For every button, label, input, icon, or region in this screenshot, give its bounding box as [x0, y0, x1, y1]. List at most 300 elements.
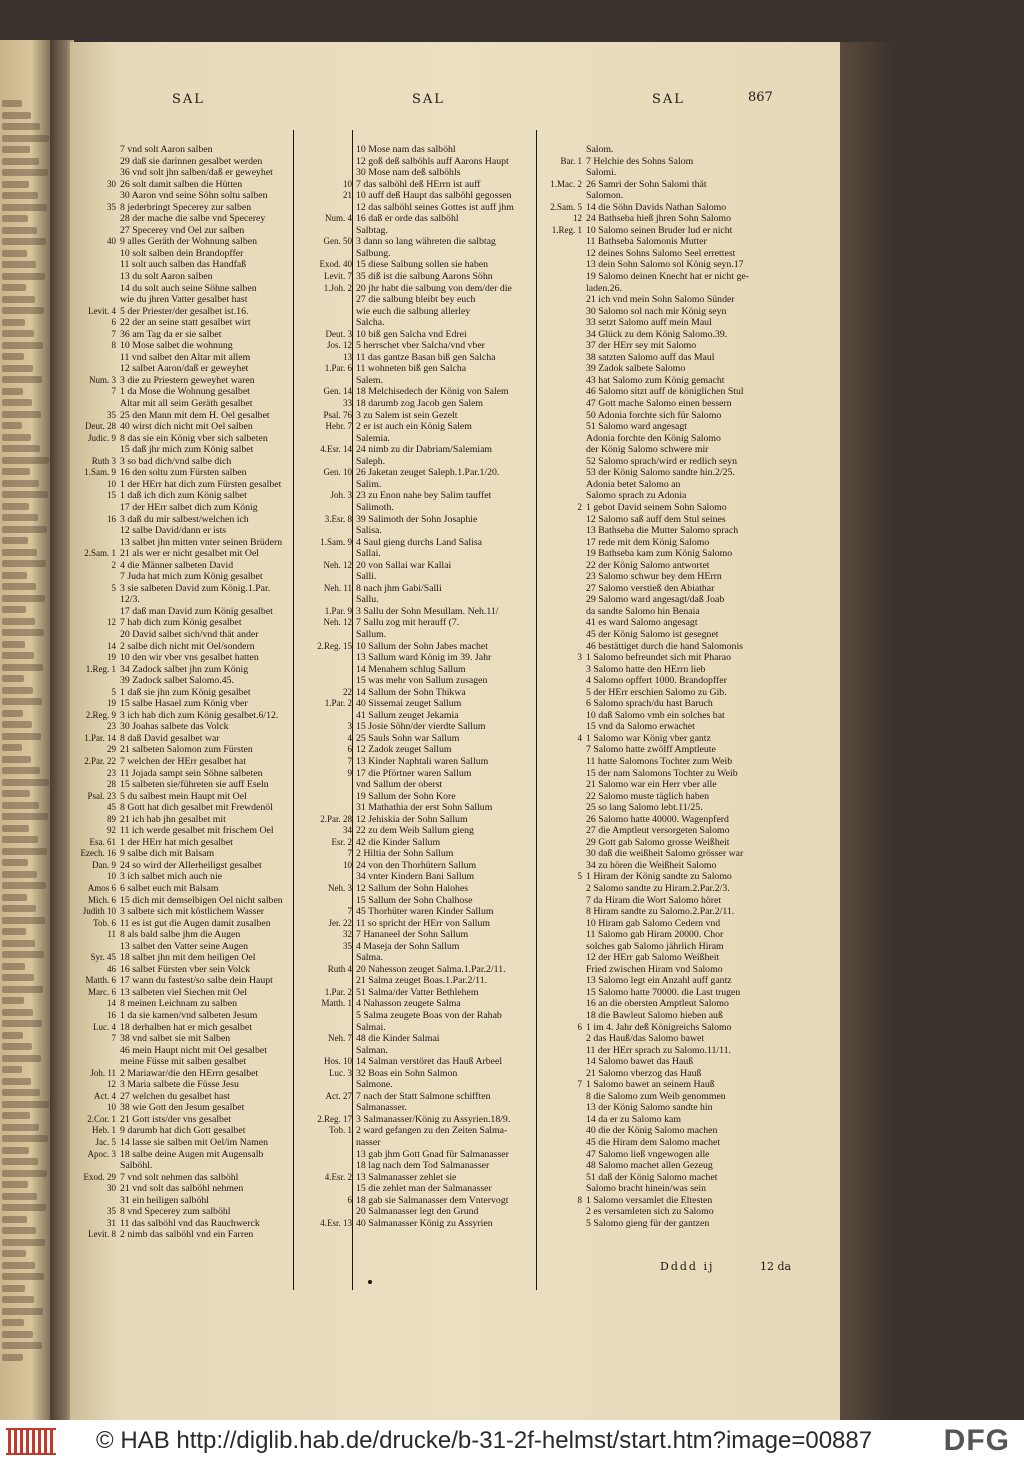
index-entry — [306, 987, 491, 999]
entry-text: 11 Bathseba Salomonis Mutter — [586, 236, 707, 248]
prev-page-text-mark — [2, 1216, 27, 1223]
index-entry — [536, 813, 729, 826]
entry-text: 17 wann du fastest/so salbe dein Haupt — [120, 975, 273, 987]
entry-text: 15 dich mit demselbigen Oel nicht salben — [120, 894, 283, 906]
entry-text: 7 vnd solt nehmen das salböhl — [120, 1171, 239, 1183]
entry-text: 1 Salomo war König vber gantz — [586, 732, 711, 744]
entry-reference: Ruth 3 — [91, 455, 116, 466]
index-entry — [70, 628, 259, 641]
entry-text: 2 Hiltia der Sohn Sallum — [356, 848, 454, 860]
entry-text: 10 Mose nam das salböhl — [356, 144, 456, 155]
index-entry — [306, 190, 512, 202]
entry-reference: 16 — [107, 1010, 116, 1021]
index-entry — [306, 675, 491, 687]
index-entry — [306, 271, 491, 283]
index-entry — [536, 167, 721, 179]
entry-reference: Amos 6 — [87, 883, 116, 893]
entry-text: 11 vnd salbet den Altar mit allem — [120, 351, 251, 363]
entry-reference: 11 — [107, 929, 116, 940]
entry-reference: 35 — [107, 1206, 116, 1217]
entry-reference: 30 — [107, 1183, 116, 1194]
entry-text: 20 von Sallai war Kallai — [356, 559, 452, 571]
column-header: SAL — [412, 92, 445, 107]
prev-page-text-mark — [2, 997, 24, 1004]
entry-text: 1 Salomo bawet an seinem Hauß — [586, 1079, 715, 1091]
prev-page-text-mark — [2, 1296, 34, 1303]
index-entry — [306, 698, 491, 710]
ornament-dot — [368, 1280, 372, 1284]
prev-page-text-mark — [2, 1043, 32, 1050]
prev-page-text-mark — [2, 606, 26, 613]
index-entry — [306, 617, 491, 629]
index-entry — [70, 894, 283, 907]
index-entry — [70, 1033, 255, 1045]
entry-text: 51 Salomo ward angesagt — [586, 421, 687, 433]
index-entry — [306, 756, 491, 768]
index-entry — [536, 860, 721, 872]
entry-text: 8 daß David gesalbet war — [120, 732, 220, 744]
entry-reference: 3.Esr. 8 — [324, 513, 352, 524]
index-entry — [306, 294, 491, 306]
prev-page-text-mark — [2, 1089, 40, 1096]
index-entry — [70, 306, 255, 318]
entry-text: 10 daß Salomo vmb ein solches bat — [586, 709, 725, 721]
entry-text: 1 da sie kamen/vnd salbeten Jesum — [120, 1010, 258, 1022]
entry-text: 20 jhr habt die salbung von dem/der die — [356, 282, 512, 294]
entry-text: 11 solt auch salben das Handfaß — [120, 259, 247, 271]
footer-bar — [0, 1420, 1024, 1461]
entry-text: 42 die Kinder Sallum — [356, 836, 441, 848]
entry-reference: Esr. 2 — [331, 836, 352, 847]
prev-page-text-mark — [2, 1239, 45, 1246]
index-entry — [70, 283, 255, 295]
prev-page-text-mark — [2, 894, 27, 901]
entry-reference: Hos. 10 — [323, 1056, 352, 1067]
entry-text: 29 Gott gab Salomo grosse Weißheit — [586, 836, 730, 848]
prev-page-text-mark — [2, 848, 47, 855]
entry-text: 7 hab dich zum König gesalbet — [120, 617, 242, 629]
prev-page-text-mark — [2, 112, 31, 119]
index-entry — [70, 791, 255, 803]
index-entry — [70, 1229, 255, 1241]
prev-page-text-mark — [2, 641, 25, 648]
index-entry — [536, 652, 732, 664]
entry-text: 7 das salböhl deß HErrn ist auff — [356, 178, 481, 190]
entry-text: 2 es versamleten sich zu Salomo — [586, 1206, 714, 1218]
entry-text: 21 ich hab jhn gesalbet mit — [120, 813, 226, 825]
index-entry — [306, 918, 491, 930]
entry-text: 21 als wer er nicht gesalbet mit Oel — [120, 548, 260, 560]
entry-reference: 33 — [343, 398, 352, 409]
prev-page-text-mark — [2, 296, 35, 303]
entry-text: 16 den soltu zum Fürsten salben — [120, 467, 247, 479]
prev-page-text-mark — [2, 526, 47, 533]
entry-text: 2 Mariawar/die den HErrn gesalbet — [120, 1067, 259, 1079]
entry-text: 13 Sallum ward König im 39. Jahr — [356, 652, 492, 664]
index-entry — [306, 1218, 491, 1230]
entry-reference: 12 — [107, 617, 116, 628]
entry-text: 50 Adonia forchte sich für Salomo — [586, 409, 722, 421]
index-entry — [306, 167, 491, 179]
entry-reference: Deut. 3 — [325, 328, 352, 339]
prev-page-text-mark — [2, 1193, 37, 1200]
prev-page-text-mark — [2, 986, 43, 993]
index-entry — [70, 802, 273, 814]
entry-text: 3 die zu Priestern geweyhet waren — [120, 374, 255, 386]
index-entry — [306, 906, 494, 918]
entry-reference: Neh. 11 — [323, 582, 352, 593]
index-entry — [306, 433, 491, 445]
entry-reference: Num. 3 — [89, 374, 116, 385]
entry-text: 46 bestättiget durch die hand Salomonis — [586, 640, 743, 652]
index-entry — [70, 155, 263, 168]
entry-text: 41 es ward Salomo angesagt — [586, 617, 698, 629]
index-entry — [306, 571, 491, 583]
index-entry — [306, 259, 491, 271]
index-entry — [306, 721, 491, 733]
entry-text: 13 der König Salomo sandte hin — [586, 1102, 713, 1114]
entry-reference: 4.Esr. 14 — [320, 444, 352, 455]
entry-reference: 3 — [577, 652, 582, 663]
entry-reference: 1.Reg. 1 — [551, 224, 582, 235]
entry-text: 23 Salomo schwur bey dem HErrn — [586, 571, 722, 583]
index-entry — [70, 225, 255, 237]
index-entry — [70, 733, 255, 745]
prev-page-text-mark — [2, 468, 30, 475]
entry-reference: Psal. 76 — [323, 409, 352, 420]
prev-page-text-mark — [2, 1331, 33, 1338]
entry-text: 13 gab jhm Gott Gnad für Salmanasser — [356, 1148, 509, 1160]
entry-reference: 2.Reg. 17 — [317, 1113, 352, 1124]
prev-page-text-mark — [2, 307, 44, 314]
entry-text: 18 salbe deine Augen mit Augensalb — [120, 1148, 264, 1160]
index-entry — [536, 802, 721, 814]
index-entry — [536, 537, 721, 549]
entry-reference: 19 — [107, 652, 116, 663]
entry-text: 37 der HErr sey mit Salomo — [586, 340, 697, 352]
entry-text: Salmone. — [356, 1079, 393, 1091]
prev-page-text-mark — [2, 595, 45, 602]
entry-reference: 2.Cor. 1 — [87, 1113, 116, 1124]
prev-page-text-mark — [2, 1055, 41, 1062]
index-entry — [70, 1102, 255, 1114]
prev-page-text-mark — [2, 1354, 23, 1361]
entry-text: 17 rede mit dem König Salomo — [586, 536, 710, 548]
entry-text: 7 Helchie des Sohns Salom — [586, 155, 694, 167]
index-entry — [536, 1137, 721, 1149]
entry-text: meine Füsse mit salben gesalbet — [120, 1056, 247, 1068]
entry-text: 11 ich werde gesalbet mit frischem Oel — [120, 825, 274, 837]
entry-reference: Neh. 7 — [328, 1033, 352, 1044]
prev-page-text-mark — [2, 445, 40, 452]
entry-reference: 1.Mac. 2 — [550, 178, 582, 189]
entry-text: 17 daß man David zum König gesalbet — [120, 605, 273, 617]
index-entry — [536, 1033, 721, 1045]
entry-reference: 32 — [343, 929, 352, 940]
prev-page-text-mark — [2, 514, 38, 521]
entry-reference: 7 — [347, 848, 352, 859]
entry-text: Fried zwischen Hiram vnd Salomo — [586, 963, 723, 975]
entry-reference: 29 — [107, 744, 116, 755]
index-entry — [536, 825, 730, 837]
index-entry — [536, 929, 724, 941]
entry-text: 8 vnd Specerey zum salböhl — [120, 1206, 231, 1218]
prev-page-text-mark — [2, 1066, 22, 1073]
entry-reference: 46 — [107, 963, 116, 974]
index-entry — [536, 1021, 732, 1034]
entry-text: 7 Hananeel der Sohn Sallum — [356, 929, 469, 941]
entry-text: 8 meinen Leichnam zu salben — [120, 998, 237, 1010]
index-entry — [536, 421, 721, 433]
index-entry — [70, 409, 270, 422]
index-entry — [536, 940, 724, 953]
entry-text: 16 daß er orde das salböhl — [356, 213, 459, 225]
index-entry — [70, 883, 255, 895]
index-entry — [536, 213, 732, 225]
prev-page-text-mark — [2, 1308, 43, 1315]
index-entry — [306, 155, 509, 168]
entry-reference: 4.Esr. 2 — [324, 1171, 352, 1182]
entry-text: 10 solt salben dein Brandopffer — [120, 247, 244, 259]
index-entry — [306, 952, 491, 964]
index-entry — [306, 1206, 491, 1218]
index-entry — [536, 1079, 721, 1091]
entry-text: 20 David salbet sich/vnd thät ander — [120, 628, 259, 640]
entry-reference: 5 — [577, 871, 582, 882]
index-entry — [306, 1022, 491, 1034]
entry-text: 7 Juda hat mich zum König gesalbet — [120, 571, 263, 583]
entry-reference: Jac. 5 — [95, 1137, 116, 1148]
entry-text: 48 die Kinder Salmai — [356, 1033, 440, 1045]
entry-text: 29 daß sie darinnen gesalbet werden — [120, 155, 263, 167]
index-entry — [536, 305, 727, 318]
entry-reference: Act. 4 — [94, 1090, 116, 1101]
prev-page-text-mark — [2, 1147, 29, 1154]
index-entry — [536, 848, 744, 860]
entry-text: 13 Salmanasser zehlet sie — [356, 1171, 457, 1183]
entry-text: Salli. — [356, 571, 377, 583]
index-entry — [70, 652, 259, 664]
entry-reference: 16 — [107, 513, 116, 524]
entry-text: laden.26. — [586, 282, 622, 294]
entry-reference: Tob. 6 — [93, 917, 116, 928]
entry-text: 11 wohneten biß gen Salcha — [356, 363, 467, 375]
entry-text: 21 Gott ists/der vns gesalbet — [120, 1113, 232, 1125]
index-entry — [70, 871, 255, 883]
entry-text: 26 Jaketan zeuget Saleph.1.Par.1/20. — [356, 467, 500, 479]
entry-text: 1 Hiram der König sandte zu Salomo — [586, 871, 732, 883]
index-entry — [306, 502, 491, 514]
entry-text: 12 salbe David/dann er ists — [120, 525, 227, 537]
entry-text: Sallum. — [356, 628, 387, 640]
entry-reference: Psal. 23 — [87, 790, 116, 801]
prev-page-text-mark — [2, 560, 46, 567]
entry-text: 1 Salomo versamlet die Eltesten — [586, 1194, 713, 1206]
index-entry — [306, 248, 491, 260]
entry-reference: Ruth 4 — [327, 963, 352, 974]
entry-text: 3 ich hab dich zum König gesalbet.6/12. — [120, 709, 279, 721]
index-entry — [536, 791, 721, 803]
index-entry — [536, 1195, 721, 1207]
index-entry — [70, 167, 273, 179]
entry-text: 1 daß ich dich zum König salbet — [120, 490, 247, 502]
index-entry — [306, 410, 491, 422]
entry-reference: Levit. 4 — [88, 305, 116, 316]
index-entry — [536, 744, 721, 756]
entry-text: 11 Salomo gab Hiram 20000. Chor — [586, 929, 724, 941]
index-entry — [536, 271, 749, 283]
index-entry — [306, 560, 491, 572]
entry-text: 29 Salomo ward angesagt/daß Joab — [586, 594, 725, 606]
entry-text: 25 den Mann mit dem H. Oel gesalbet — [120, 409, 270, 421]
index-entry — [70, 202, 255, 214]
entry-text: Salcha. — [356, 317, 385, 329]
entry-text: 21 Salma zeuget Boas.1.Par.2/11. — [356, 975, 488, 987]
entry-reference: 10 — [107, 1102, 116, 1113]
index-entry — [70, 987, 255, 999]
entry-text: 10 Hiram gab Salomo Cedern vnd — [586, 917, 721, 929]
copyright-link[interactable]: © HAB http://diglib.hab.de/drucke/b-31-2f-helmst/start.htm?image=00887 — [96, 1427, 873, 1454]
entry-text: 24 nimb zu dir Dabriam/Salemiam — [356, 444, 493, 456]
entry-text: 46 mein Haupt nicht mit Oel gesalbet — [120, 1044, 267, 1056]
entry-text: 24 Bathseba hieß jhren Sohn Salomo — [586, 213, 732, 225]
index-entry — [306, 791, 491, 803]
entry-text: 13 Bathseba die Mutter Salomo sprach — [586, 525, 739, 537]
prev-page-text-mark — [2, 802, 39, 809]
index-entry — [536, 525, 739, 537]
entry-reference: 1.Par. 2 — [324, 698, 352, 709]
index-entry — [70, 1114, 255, 1126]
entry-text: solches gab Salomo jährlich Hiram — [586, 940, 724, 952]
entry-text: Salemia. — [356, 432, 391, 444]
prev-page-text-mark — [2, 1101, 49, 1108]
entry-text: 36 am Tag da er sie salbet — [120, 328, 222, 340]
entry-reference: 23 — [107, 767, 116, 778]
entry-text: 51 Salma/der Vatter Bethlehem — [356, 986, 479, 998]
entry-reference: 1.Joh. 2 — [323, 282, 352, 293]
index-entry — [306, 490, 491, 502]
entry-text: 34 zu hören die Weißheit Salomo — [586, 859, 717, 871]
prev-page-text-mark — [2, 1342, 42, 1349]
index-entry — [536, 1090, 726, 1103]
prev-page-text-mark — [2, 1135, 48, 1142]
entry-text: Sallu. — [356, 594, 379, 606]
index-entry — [536, 1010, 721, 1022]
entry-text: 18 salbet jhn mit dem heiligen Oel — [120, 952, 256, 964]
index-entry — [306, 975, 491, 987]
index-entry — [536, 1149, 721, 1161]
entry-text: 34 Glück zu dem König Salomo.39. — [586, 328, 728, 340]
prev-page-text-mark — [2, 1285, 25, 1292]
prev-page-text-mark — [2, 744, 22, 751]
entry-text: 1 der HErr hat dich zum Fürsten gesalbet — [120, 478, 282, 490]
entry-text: 47 Salomo ließ vngewogen alle — [586, 1148, 710, 1160]
entry-text: der König Salomo schwere mir — [586, 444, 709, 456]
entry-text: Salim. — [356, 478, 382, 490]
index-entry — [70, 259, 255, 271]
index-entry — [536, 283, 721, 295]
entry-text: 43 hat Salomo zum König gemacht — [586, 374, 725, 386]
index-entry — [536, 410, 721, 422]
entry-text: 27 Specerey vnd Oel zur salben — [120, 224, 245, 236]
prev-page-text-mark — [2, 1273, 44, 1280]
entry-reference: 7 — [111, 328, 116, 339]
prev-page-text-mark — [2, 583, 36, 590]
entry-text: 16 an die obersten Amptleut Salomo — [586, 998, 729, 1010]
entry-text: 1 daß sie jhn zum König gesalbet — [120, 686, 251, 698]
entry-text: 1 gebot David seinem Sohn Salomo — [586, 501, 727, 513]
entry-text: 12 goß deß salböhls auff Aarons Haupt — [356, 155, 509, 167]
index-entry — [70, 1010, 258, 1022]
entry-text: Salomon. — [586, 190, 624, 202]
index-entry — [536, 501, 727, 514]
entry-text: 1 Salomo befreundet sich mit Pharao — [586, 652, 732, 664]
entry-reference: 2.Par. 28 — [320, 813, 352, 824]
prev-page-text-mark — [2, 905, 36, 912]
index-entry — [70, 964, 255, 976]
entry-text: 18 lag nach dem Tod Salmanasser — [356, 1160, 490, 1172]
entry-reference: Jos. 12 — [326, 340, 352, 351]
entry-text: 15 was mehr von Sallum zusagen — [356, 675, 488, 687]
entry-text: Adonia forchte den König Salomo — [586, 432, 721, 444]
prev-page-text-mark — [2, 572, 27, 579]
index-entry — [70, 1148, 264, 1161]
entry-text: 3 ich salbet mich auch nie — [120, 871, 223, 883]
entry-text: Salman. — [356, 1044, 388, 1056]
entry-text: 10 den wir vber vns gesalbet hatten — [120, 652, 259, 664]
previous-page-edge — [0, 40, 52, 1420]
index-entry — [536, 836, 730, 849]
index-entry — [536, 398, 732, 410]
entry-reference: 28 — [107, 779, 116, 790]
index-entry — [536, 629, 721, 641]
entry-text: 9 salbe dich mit Balsam — [120, 848, 215, 860]
entry-text: 11 das gantze Basan biß gen Salcha — [356, 351, 496, 363]
index-entry — [536, 548, 733, 560]
entry-reference: 10 — [343, 859, 352, 870]
entry-text: 15 Josie Söhn/der vierdte Sallum — [356, 721, 486, 733]
entry-text: 18 Melchisedech der König von Salem — [356, 386, 509, 398]
prev-page-text-mark — [2, 319, 25, 326]
entry-text: 12 Sallum der Sohn Halohes — [356, 883, 469, 894]
index-entry — [306, 1160, 491, 1172]
index-entry — [306, 306, 491, 318]
entry-text: 15 Salomo hatte 70000. die Last trugen — [586, 986, 741, 998]
entry-reference: 6 — [347, 744, 352, 755]
prev-page-text-mark — [2, 767, 40, 774]
index-entry — [536, 998, 729, 1010]
entry-text: 14 Salomo bawet das Hauß — [586, 1056, 694, 1068]
entry-text: 21 salbeten Salomon zum Fürsten — [120, 744, 253, 756]
index-entry — [70, 1195, 255, 1207]
entry-reference: 22 — [343, 686, 352, 697]
entry-text: 10 Salomo seinen Bruder lud er nicht — [586, 224, 733, 236]
entry-text: 18 die Bawleut Salomo hieben auß — [586, 1010, 723, 1022]
index-entry — [306, 941, 491, 953]
entry-text: 8 Hiram sandte zu Salomo.2.Par.2/11. — [586, 906, 735, 918]
prev-page-text-mark — [2, 664, 43, 671]
index-entry — [306, 1056, 503, 1068]
index-entry — [306, 1091, 491, 1103]
entry-text: 35 diß ist die salbung Aarons Söhn — [356, 271, 493, 283]
entry-reference: Dan. 9 — [92, 859, 116, 870]
entry-text: 39 Salimoth der Sohn Josaphie — [356, 513, 478, 525]
entry-reference: 35 — [107, 409, 116, 420]
column-rule — [293, 130, 294, 1290]
index-entry — [70, 144, 255, 156]
entry-text: 45 die Hiram dem Salomo machet — [586, 1137, 721, 1149]
index-entry — [70, 721, 255, 733]
